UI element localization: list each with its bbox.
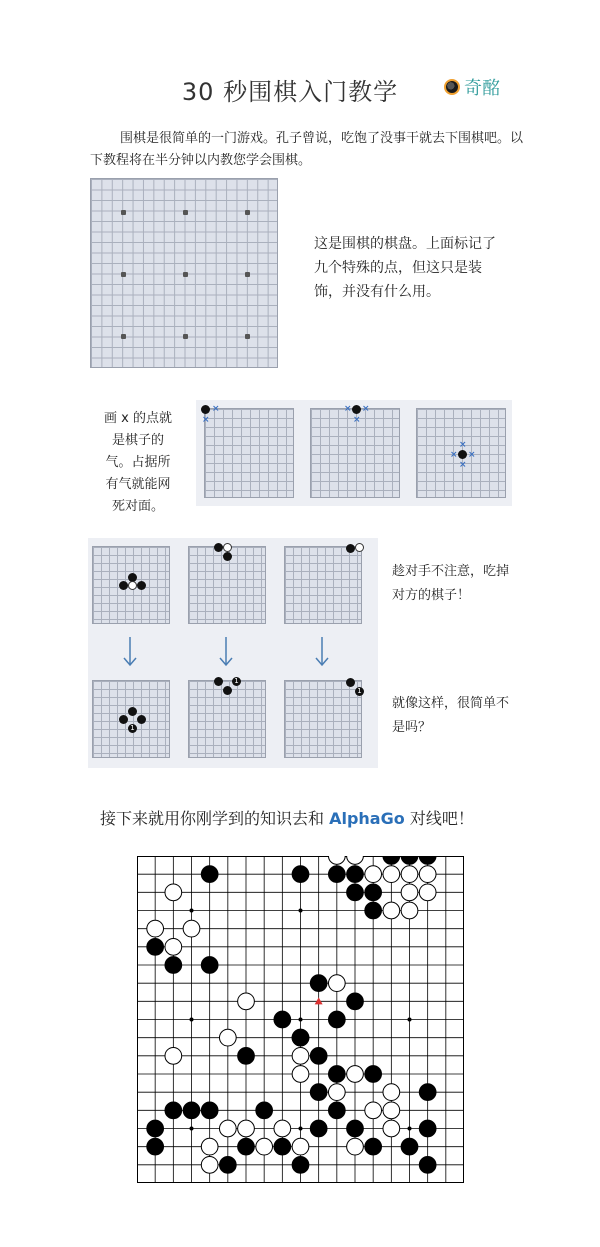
down-arrow-icon bbox=[312, 637, 332, 667]
black-stone bbox=[201, 405, 210, 414]
empty-board-diagram bbox=[90, 178, 278, 368]
down-arrow-icon bbox=[216, 637, 236, 667]
black-stone bbox=[352, 405, 361, 414]
black-stone bbox=[328, 1011, 345, 1028]
star-point bbox=[121, 272, 126, 277]
black-stone bbox=[147, 1120, 164, 1137]
star-point bbox=[245, 272, 250, 277]
liberty-edge-board bbox=[310, 404, 400, 498]
liberty-x-icon: × bbox=[212, 404, 220, 414]
black-stone bbox=[347, 884, 364, 901]
logo-go-stone-icon bbox=[444, 79, 460, 95]
white-stone bbox=[383, 1084, 400, 1101]
liberty-x-icon: × bbox=[459, 460, 467, 470]
white-stone bbox=[419, 884, 436, 901]
capture-after-board-3 bbox=[284, 680, 362, 758]
black-stone bbox=[147, 938, 164, 955]
white-stone bbox=[201, 1138, 218, 1155]
white-stone bbox=[128, 581, 137, 590]
white-stone bbox=[383, 902, 400, 919]
star-point bbox=[190, 1127, 194, 1131]
black-stone bbox=[458, 450, 467, 459]
intro-text: 围棋是很简单的一门游戏。孔子曾说，吃饱了没事干就去下围棋吧。以下教程将在半分钟以内教您学会围棋。 bbox=[90, 131, 524, 168]
white-stone bbox=[401, 866, 418, 883]
liberty-x-icon: × bbox=[362, 404, 370, 414]
black-stone bbox=[137, 715, 146, 724]
white-stone bbox=[292, 1066, 309, 1083]
black-stone bbox=[365, 884, 382, 901]
capture-caption-top: 趁对手不注意，吃掉对方的棋子！ bbox=[392, 564, 510, 603]
board-caption: 这是围棋的棋盘。上面标记了九个特殊的点，但这只是装饰，并没有什么用。 bbox=[314, 236, 496, 300]
black-stone-numbered: 1 bbox=[128, 724, 137, 733]
white-stone bbox=[347, 1066, 364, 1083]
black-stone bbox=[292, 866, 309, 883]
capture-after-board-1 bbox=[92, 680, 170, 758]
star-point bbox=[299, 909, 303, 913]
star-point bbox=[408, 1127, 412, 1131]
black-stone bbox=[292, 1029, 309, 1046]
black-stone bbox=[223, 552, 232, 561]
black-stone bbox=[165, 957, 182, 974]
cta-suffix: 对线吧！ bbox=[404, 809, 474, 828]
black-stone bbox=[346, 678, 355, 687]
logo-text: 奇酩 bbox=[464, 78, 500, 99]
white-stone bbox=[219, 1029, 236, 1046]
white-stone bbox=[328, 1084, 345, 1101]
white-stone bbox=[165, 938, 182, 955]
black-stone bbox=[365, 902, 382, 919]
liberty-x-icon: × bbox=[202, 415, 210, 425]
black-stone bbox=[347, 1120, 364, 1137]
white-stone bbox=[401, 884, 418, 901]
white-stone bbox=[165, 884, 182, 901]
black-stone bbox=[119, 581, 128, 590]
white-stone bbox=[401, 902, 418, 919]
star-point bbox=[183, 272, 188, 277]
black-stone-numbered: 1 bbox=[232, 677, 241, 686]
black-stone bbox=[292, 1156, 309, 1173]
star-point bbox=[245, 210, 250, 215]
black-stone bbox=[419, 1156, 436, 1173]
liberty-corner-board bbox=[202, 404, 294, 498]
black-stone bbox=[310, 1047, 327, 1064]
black-stone bbox=[201, 866, 218, 883]
star-point bbox=[299, 1018, 303, 1022]
white-stone bbox=[383, 1102, 400, 1119]
white-stone bbox=[419, 866, 436, 883]
black-stone bbox=[214, 677, 223, 686]
black-stone bbox=[346, 544, 355, 553]
cta-prefix: 接下来就用你刚学到的知识去和 bbox=[100, 809, 330, 828]
star-point bbox=[245, 334, 250, 339]
black-stone bbox=[274, 1138, 291, 1155]
star-point bbox=[190, 909, 194, 913]
star-point bbox=[183, 334, 188, 339]
capture-before-board-2 bbox=[188, 546, 266, 624]
black-stone bbox=[328, 866, 345, 883]
black-stone bbox=[328, 1066, 345, 1083]
star-point bbox=[190, 1018, 194, 1022]
white-stone bbox=[238, 993, 255, 1010]
white-stone bbox=[201, 1156, 218, 1173]
white-stone bbox=[292, 1047, 309, 1064]
white-stone bbox=[365, 1102, 382, 1119]
white-stone bbox=[365, 866, 382, 883]
white-stone bbox=[292, 1138, 309, 1155]
black-stone bbox=[238, 1047, 255, 1064]
black-stone bbox=[165, 1102, 182, 1119]
black-stone-numbered: 1 bbox=[355, 687, 364, 696]
black-stone bbox=[137, 581, 146, 590]
alphago-game-board bbox=[137, 856, 464, 1183]
black-stone bbox=[128, 707, 137, 716]
liberty-x-icon: × bbox=[353, 415, 361, 425]
star-point bbox=[299, 1127, 303, 1131]
capture-after-board-2 bbox=[188, 677, 266, 758]
star-point bbox=[183, 210, 188, 215]
black-stone bbox=[310, 975, 327, 992]
black-stone bbox=[310, 1120, 327, 1137]
white-stone bbox=[328, 975, 345, 992]
black-stone bbox=[347, 866, 364, 883]
black-stone bbox=[238, 1138, 255, 1155]
capture-caption-bottom: 就像这样，很简单不是吗？ bbox=[392, 696, 510, 735]
white-stone bbox=[238, 1120, 255, 1137]
black-stone bbox=[201, 1102, 218, 1119]
white-stone bbox=[147, 920, 164, 937]
black-stone bbox=[365, 1138, 382, 1155]
capture-before-board-1 bbox=[92, 546, 170, 624]
liberty-caption: 画 x 的点就是棋子的气。占据所有气就能网死对面。 bbox=[104, 411, 172, 514]
star-point bbox=[121, 334, 126, 339]
black-stone bbox=[310, 1084, 327, 1101]
white-stone bbox=[355, 543, 364, 552]
intro-paragraph bbox=[90, 128, 530, 172]
white-stone bbox=[165, 1047, 182, 1064]
capture-before-board-3 bbox=[284, 546, 362, 624]
black-stone bbox=[419, 1120, 436, 1137]
black-stone bbox=[119, 715, 128, 724]
white-stone bbox=[256, 1138, 273, 1155]
white-stone bbox=[383, 866, 400, 883]
white-stone bbox=[183, 920, 200, 937]
liberty-x-icon: × bbox=[344, 404, 352, 414]
star-point bbox=[408, 1018, 412, 1022]
black-stone bbox=[328, 1102, 345, 1119]
black-stone bbox=[256, 1102, 273, 1119]
page-title: 30 秒围棋入门教学 bbox=[181, 78, 399, 106]
liberty-x-icon: × bbox=[468, 450, 476, 460]
black-stone bbox=[401, 1138, 418, 1155]
black-stone bbox=[147, 1138, 164, 1155]
black-stone bbox=[365, 1066, 382, 1083]
alphago-call-to-action bbox=[100, 806, 520, 829]
white-stone bbox=[274, 1120, 291, 1137]
liberty-center-board bbox=[416, 408, 506, 498]
black-stone bbox=[201, 957, 218, 974]
white-stone bbox=[219, 1120, 236, 1137]
black-stone bbox=[274, 1011, 291, 1028]
black-stone bbox=[347, 993, 364, 1010]
white-stone bbox=[347, 1138, 364, 1155]
black-stone bbox=[219, 1156, 236, 1173]
alphago-brand: AlphaGo bbox=[329, 809, 405, 828]
liberty-x-icon: × bbox=[450, 450, 458, 460]
down-arrow-icon bbox=[120, 637, 140, 667]
white-stone bbox=[383, 1120, 400, 1137]
white-stone bbox=[223, 543, 232, 552]
black-stone bbox=[183, 1102, 200, 1119]
logo bbox=[444, 74, 500, 100]
black-stone bbox=[419, 1084, 436, 1101]
liberty-x-icon: × bbox=[459, 440, 467, 450]
black-stone bbox=[223, 686, 232, 695]
black-stone bbox=[214, 543, 223, 552]
star-point bbox=[121, 210, 126, 215]
